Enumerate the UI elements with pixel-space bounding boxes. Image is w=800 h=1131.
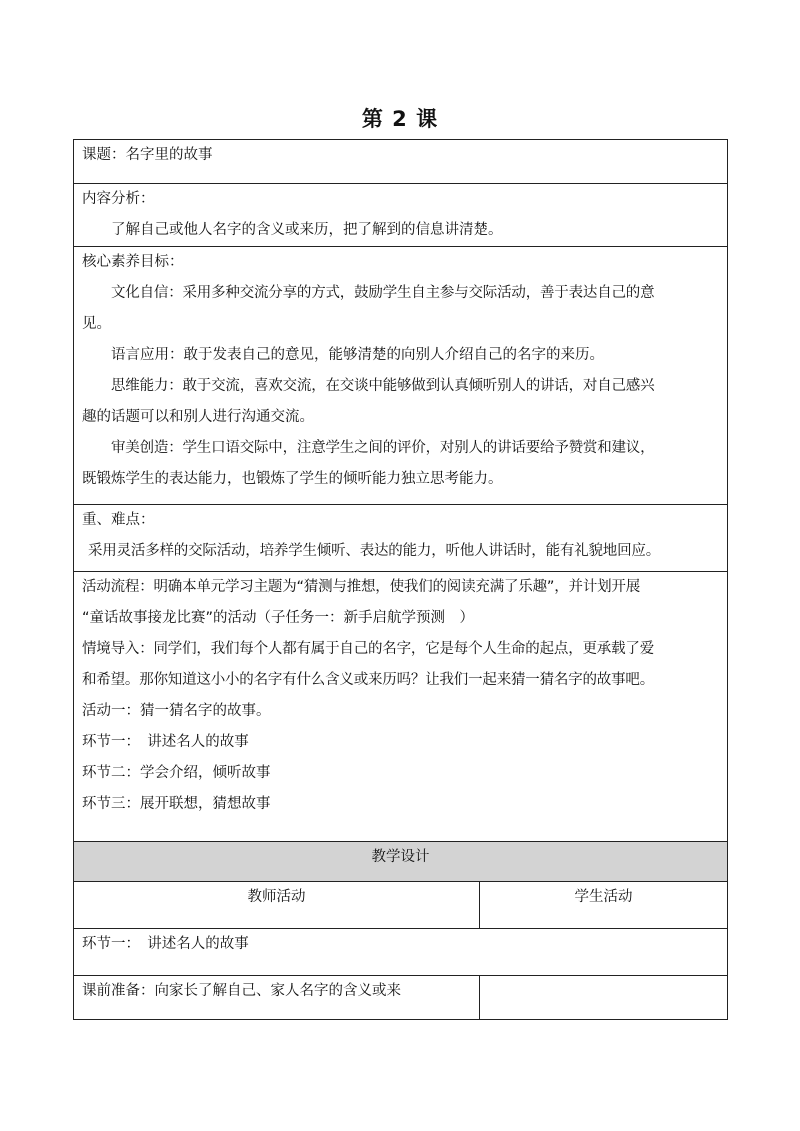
goal-culture-line2: 见。 — [82, 316, 111, 332]
goal-aesthetic-line1: 审美创造：学生口语交际中，注意学生之间的评价，对别人的讲话要给予赞赏和建议， — [111, 440, 655, 456]
scenario-intro-line1: 情境导入：同学们，我们每个人都有属于自己的名字，它是每个人生命的起点，更承载了爱 — [82, 641, 654, 657]
prep-student-cell — [480, 976, 728, 1020]
key-points-text: 采用灵活多样的交际活动，培养学生倾听、表达的能力，听他人讲话时，能有礼貌地回应。 — [88, 543, 660, 559]
page-title: 第 2 课 — [361, 107, 439, 131]
scenario-intro-line2: 和希望。那你知道这小小的名字有什么含义或来历吗？让我们一起来猜一猜名字的故事吧。 — [82, 672, 654, 688]
core-goals-row — [74, 247, 728, 505]
activity-flow-row — [74, 572, 728, 842]
content-analysis-cell — [74, 184, 728, 247]
student-activity-header: 学生活动 — [480, 882, 728, 929]
segment-row-text: 环节一： 讲述名人的故事 — [74, 929, 728, 976]
teaching-design-header: 教学设计 — [74, 842, 728, 882]
key-points-row — [74, 505, 728, 572]
prep-row — [74, 976, 728, 1020]
segment-two: 环节二：学会介绍，倾听故事 — [82, 765, 271, 781]
activity-flow-line1: 活动流程：明确本单元学习主题为“猜测与推想，使我们的阅读充满了乐趣”，并计划开展 — [82, 579, 641, 595]
content-analysis-label: 内容分析： — [82, 191, 155, 207]
content-analysis-row — [74, 184, 728, 247]
activity-flow-line2: “童话故事接龙比赛”的活动（子任务一：新手启航学预测 ） — [82, 610, 475, 626]
lesson-topic-row — [74, 140, 728, 184]
teaching-design-header-row — [74, 842, 728, 882]
activity-columns-row — [74, 882, 728, 929]
goal-culture-line1: 文化自信：采用多种交流分享的方式，鼓励学生自主参与交际活动，善于表达自己的意 — [111, 285, 655, 301]
prep-text: 课前准备：向家长了解自己、家人名字的含义或来 — [82, 983, 401, 999]
segment-row — [74, 929, 728, 976]
content-analysis-text: 了解自己或他人名字的含义或来历，把了解到的信息讲清楚。 — [111, 222, 503, 238]
prep-teacher-cell — [74, 976, 480, 1020]
segment-three: 环节三：展开联想，猜想故事 — [82, 796, 271, 812]
goal-thinking-line1: 思维能力：敢于交流，喜欢交流，在交谈中能够做到认真倾听别人的讲话，对自己感兴 — [111, 378, 655, 394]
activity-flow-cell — [74, 572, 728, 842]
goal-aesthetic-line2: 既锻炼学生的表达能力，也锻炼了学生的倾听能力独立思考能力。 — [82, 471, 503, 487]
key-points-label: 重、难点： — [82, 512, 155, 528]
segment-one: 环节一： 讲述名人的故事 — [82, 734, 249, 750]
goal-language-line1: 语言应用：敢于发表自己的意见，能够清楚的向别人介绍自己的名字的来历。 — [111, 347, 604, 363]
core-goals-cell — [74, 247, 728, 505]
lesson-plan-table — [73, 139, 728, 1020]
core-goals-label: 核心素养目标： — [82, 254, 184, 270]
teacher-activity-header: 教师活动 — [74, 882, 480, 929]
activity-one: 活动一：猜一猜名字的故事。 — [82, 703, 271, 719]
key-points-cell — [74, 505, 728, 572]
goal-thinking-line2: 趣的话题可以和别人进行沟通交流。 — [82, 409, 314, 425]
lesson-topic: 课题：名字里的故事 — [74, 140, 728, 184]
